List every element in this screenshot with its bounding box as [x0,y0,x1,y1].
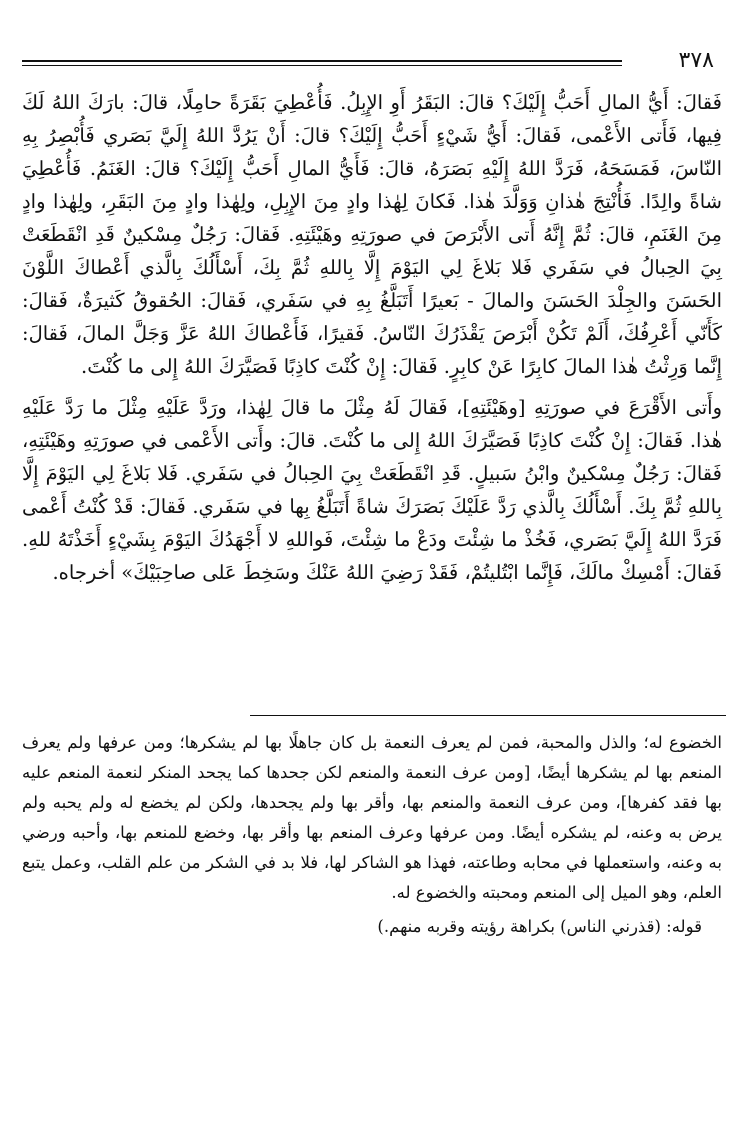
footnote-paragraph: قوله: (قذرني الناس) بكراهة رؤيته وقربه منهم.) [377,917,702,936]
header-rule-thin [22,65,622,66]
main-text [22,86,722,589]
page-number: ٣٧٨ [678,48,714,73]
page-header [22,46,714,76]
main-paragraph: وأَتى الأَقْرَعَ في صورَتِهِ [وهَيْئَتِهِ]، فَقالَ لَهُ مِثْلَ ما قالَ لِهٰذا، ورَدَّ عَلَيْهِ مِثْلَ ما رَدَّ عَلَيْهِ هٰذا. فَقالَ: إِنْ كُنْتَ كاذِبًا فَصَيَّرَكَ اللهُ إِلى ما كُنْتَ. قالَ: وأَتى الأَعْمى في صورَتِهِ وهَيْئَتِهِ، فَقالَ: رَجُلٌ مِسْكينٌ وابْنُ سَبيلٍ. قَدِ انْقَطَعَتْ بِيَ الحِبالُ في سَفَري. فَلا بَلاغَ لِي اليَوْمَ إِلَّا بِاللهِ ثُمَّ بِكَ. أَسْأَلُكَ بِالَّذي رَدَّ عَلَيْكَ بَصَرَكَ شاةً أَتَبَلَّغُ بِها في سَفَري. فَقالَ: قَدْ كُنْتُ أَعْمى فَرَدَّ اللهُ إِلَيَّ بَصَري، فَخُذْ ما شِئْتَ ودَعْ ما شِئْتَ، فَواللهِ لا أَجْهَدُكَ اليَوْمَ بِشَيْءٍ أَخَذْتَهُ للهِ. فَقالَ: أَمْسِكْ مالَكَ، فَإِنَّما ابْتُليتُمْ، فَقَدْ رَضِيَ اللهُ عَنْكَ وسَخِطَ عَلى صاحِبَيْكَ» أخرجاه. [22,396,722,584]
footnotes [22,728,722,942]
footnote-separator [250,715,726,716]
footnote-paragraph: الخضوع له؛ والذل والمحبة، فمن لم يعرف النعمة بل كان جاهلًا بها لم يشكرها؛ ومن عرفها ولم يعرف المنعم بها لم يشكرها أيضًا، [ومن عرف النعمة والمنعم لكن جحدها كما يجحد المنكر لنعمة المنعم عليه بها فقد كفرها]، ومن عرف النعمة والمنعم بها، وأقر بها ولم يجحدها، ولكن لم يخضع له ولم يحبه ولم يرض به وعنه، لم يشكره أيضًا. ومن عرفها وعرف المنعم بها وأقر بها، وخضع للمنعم بها، وأحبه ورضي به وعنه، واستعملها في محابه وطاعته، فهذا هو الشاكر لها، فلا بد في الشكر من علم القلب، وعمل يتبع العلم، وهو الميل إلى المنعم ومحبته والخضوع له. [22,733,722,902]
main-paragraph: فَقالَ: أَيُّ المالِ أَحَبُّ إِلَيْكَ؟ قالَ: البَقَرُ أَوِ الإِبِلُ. فَأُعْطِيَ بَقَرَةً حامِلًا، قالَ: بارَكَ اللهُ لَكَ فِيها، فَأَتى الأَعْمى، فَقالَ: أَيُّ شَيْءٍ أَحَبُّ إِلَيْكَ؟ قالَ: أَنْ يَرُدَّ اللهُ إِلَيَّ بَصَري فَأُبْصِرُ بِهِ النّاسَ، فَمَسَحَهُ، فَرَدَّ اللهُ إِلَيْهِ بَصَرَهُ، قالَ: فَأَيُّ المالِ أَحَبُّ إِلَيْكَ؟ قالَ: الغَنَمُ. فَأُعْطِيَ شاةً والِدًا. فَأُنْتِجَ هٰذانِ وَوَلَّدَ هٰذا. فَكانَ لِهٰذا وادٍ مِنَ الإِبِلِ، ولِهٰذا وادٍ مِنَ البَقَرِ، ولِهٰذا وادٍ مِنَ الغَنَمِ، قالَ: ثُمَّ إِنَّهُ أَتى الأَبْرَصَ في صورَتِهِ وهَيْئَتِهِ. فَقالَ: رَجُلٌ مِسْكينٌ قَدِ انْقَطَعَتْ بِيَ الحِبالُ في سَفَري فَلا بَلاغَ لِي اليَوْمَ إِلَّا بِاللهِ ثُمَّ بِكَ، أَسْأَلُكَ بِالَّذي أَعْطاكَ اللَّوْنَ الحَسَنَ والجِلْدَ الحَسَنَ والمالَ - بَعيرًا أَتَبَلَّغُ بِهِ في سَفَري، فَقالَ: الحُقوقُ كَثيرَةٌ، فَقالَ: كَأَنّي أَعْرِفُكَ، أَلَمْ تَكُنْ أَبْرَصَ يَقْذَرُكَ النّاسُ. فَقيرًا، فَأَعْطاكَ اللهُ عَزَّ وَجَلَّ المالَ، فَقالَ: إِنَّما وَرِثْتُ هٰذا المالَ كابِرًا عَنْ كابِرٍ. فَقالَ: إِنْ كُنْتَ كاذِبًا فَصَيَّرَكَ اللهُ إِلى ما كُنْتَ. [22,91,722,378]
header-rule [22,60,622,62]
